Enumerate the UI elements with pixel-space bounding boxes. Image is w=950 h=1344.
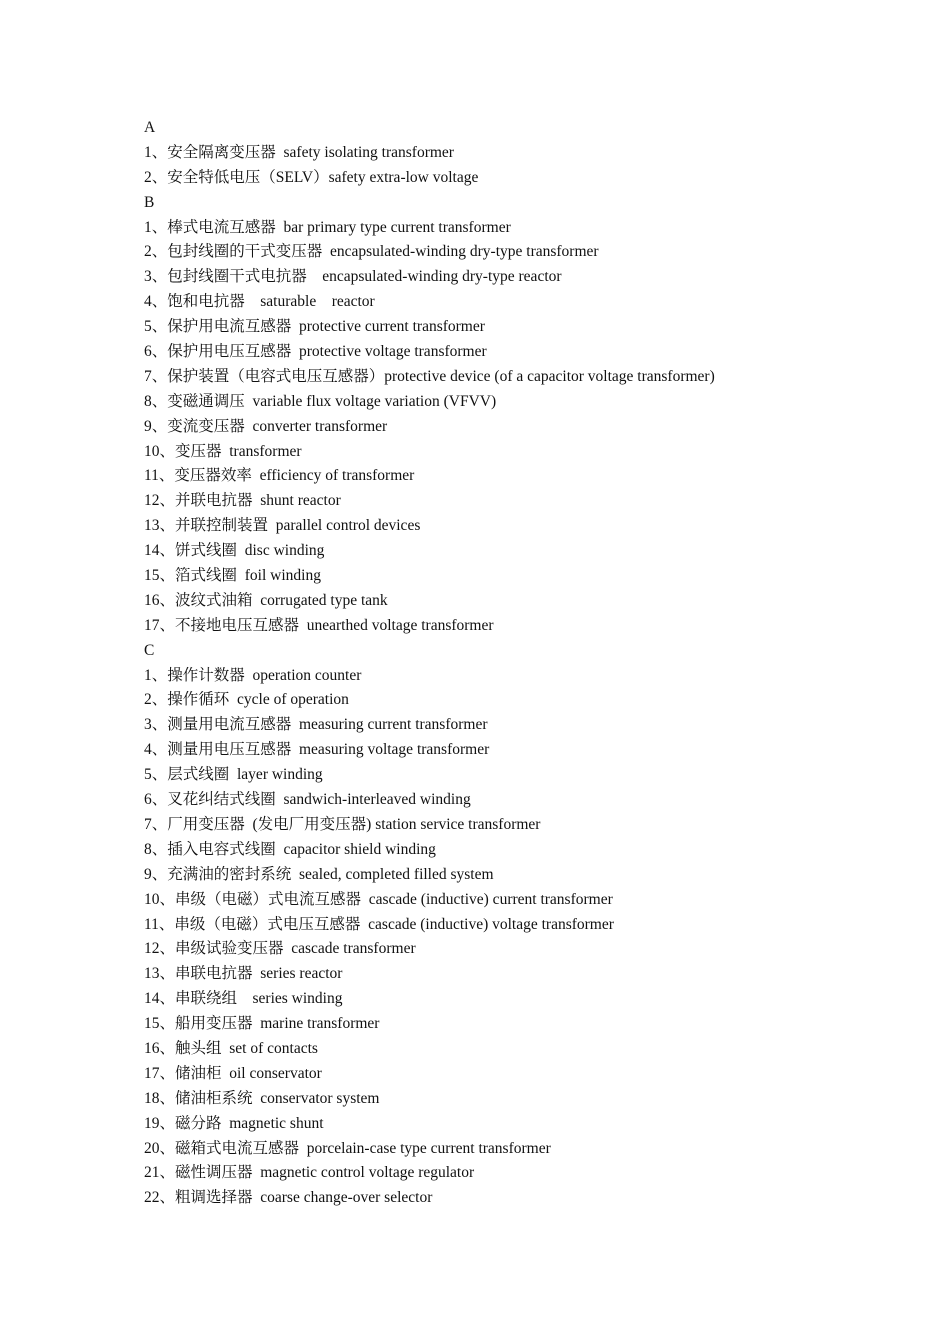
glossary-entry: 10、变压器 transformer [144,442,302,460]
glossary-entry: 3、测量用电流互感器 measuring current transformer [144,716,488,734]
glossary-entry: 13、串联电抗器 series reactor [144,965,343,983]
glossary-document [144,116,904,1211]
glossary-entry: 2、操作循环 cycle of operation [144,691,349,709]
glossary-entry: 5、层式线圈 layer winding [144,766,323,784]
glossary-entry: 21、磁性调压器 magnetic control voltage regulator [144,1164,475,1182]
glossary-entry: 6、叉花纠结式线圈 sandwich-interleaved winding [144,791,471,809]
glossary-entry: 12、并联电抗器 shunt reactor [144,492,341,510]
glossary-entry: 15、箔式线圈 foil winding [144,567,321,585]
glossary-entry: 9、充满油的密封系统 sealed, completed filled system [144,865,494,883]
glossary-entry: 14、串联绕组 series winding [144,990,343,1008]
glossary-entry: 16、触头组 set of contacts [144,1039,318,1057]
glossary-entry: 17、储油柜 oil conservator [144,1064,322,1082]
glossary-entry: 7、保护装置（电容式电压互感器）protective device (of a capacitor voltage transformer) [144,367,715,385]
glossary-entry: 12、串级试验变压器 cascade transformer [144,940,416,958]
glossary-entry: 5、保护用电流互感器 protective current transformer [144,318,485,336]
glossary-entry: 2、包封线圈的干式变压器 encapsulated-winding dry-type transformer [144,243,599,261]
section-heading-b: B [144,193,155,211]
glossary-entry: 4、饱和电抗器 saturable reactor [144,293,375,311]
glossary-entry: 1、棒式电流互感器 bar primary type current transformer [144,218,511,236]
section-heading-c: C [144,641,155,659]
glossary-entry: 22、粗调选择器 coarse change-over selector [144,1189,433,1207]
glossary-entry: 1、安全隔离变压器 safety isolating transformer [144,143,454,161]
glossary-entry: 19、磁分路 magnetic shunt [144,1114,324,1132]
glossary-entry: 10、串级（电磁）式电流互感器 cascade (inductive) current transformer [144,890,613,908]
glossary-entry: 11、串级（电磁）式电压互感器 cascade (inductive) voltage transformer [144,915,614,933]
glossary-entry: 9、变流变压器 converter transformer [144,417,388,435]
glossary-entry: 18、储油柜系统 conservator system [144,1089,380,1107]
glossary-entry: 7、厂用变压器 (发电厂用变压器) station service transformer [144,815,541,833]
glossary-entry: 3、包封线圈干式电抗器 encapsulated-winding dry-type reactor [144,268,562,286]
glossary-entry: 8、插入电容式线圈 capacitor shield winding [144,840,436,858]
glossary-entry: 20、磁箱式电流互感器 porcelain-case type current transformer [144,1139,551,1157]
glossary-entry: 15、船用变压器 marine transformer [144,1015,380,1033]
glossary-entry: 14、饼式线圈 disc winding [144,542,325,560]
glossary-entry: 4、测量用电压互感器 measuring voltage transformer [144,741,490,759]
glossary-entry: 8、变磁通调压 variable flux voltage variation (VFVV) [144,392,497,410]
glossary-entry: 17、不接地电压互感器 unearthed voltage transformer [144,616,494,634]
glossary-entry: 2、安全特低电压（SELV）safety extra-low voltage [144,168,479,186]
glossary-entry: 6、保护用电压互感器 protective voltage transformer [144,343,487,361]
glossary-entry: 1、操作计数器 operation counter [144,666,362,684]
glossary-entry: 16、波纹式油箱 corrugated type tank [144,591,388,609]
glossary-entry: 11、变压器效率 efficiency of transformer [144,467,415,485]
glossary-entry: 13、并联控制装置 parallel control devices [144,517,421,535]
section-heading-a: A [144,119,156,136]
